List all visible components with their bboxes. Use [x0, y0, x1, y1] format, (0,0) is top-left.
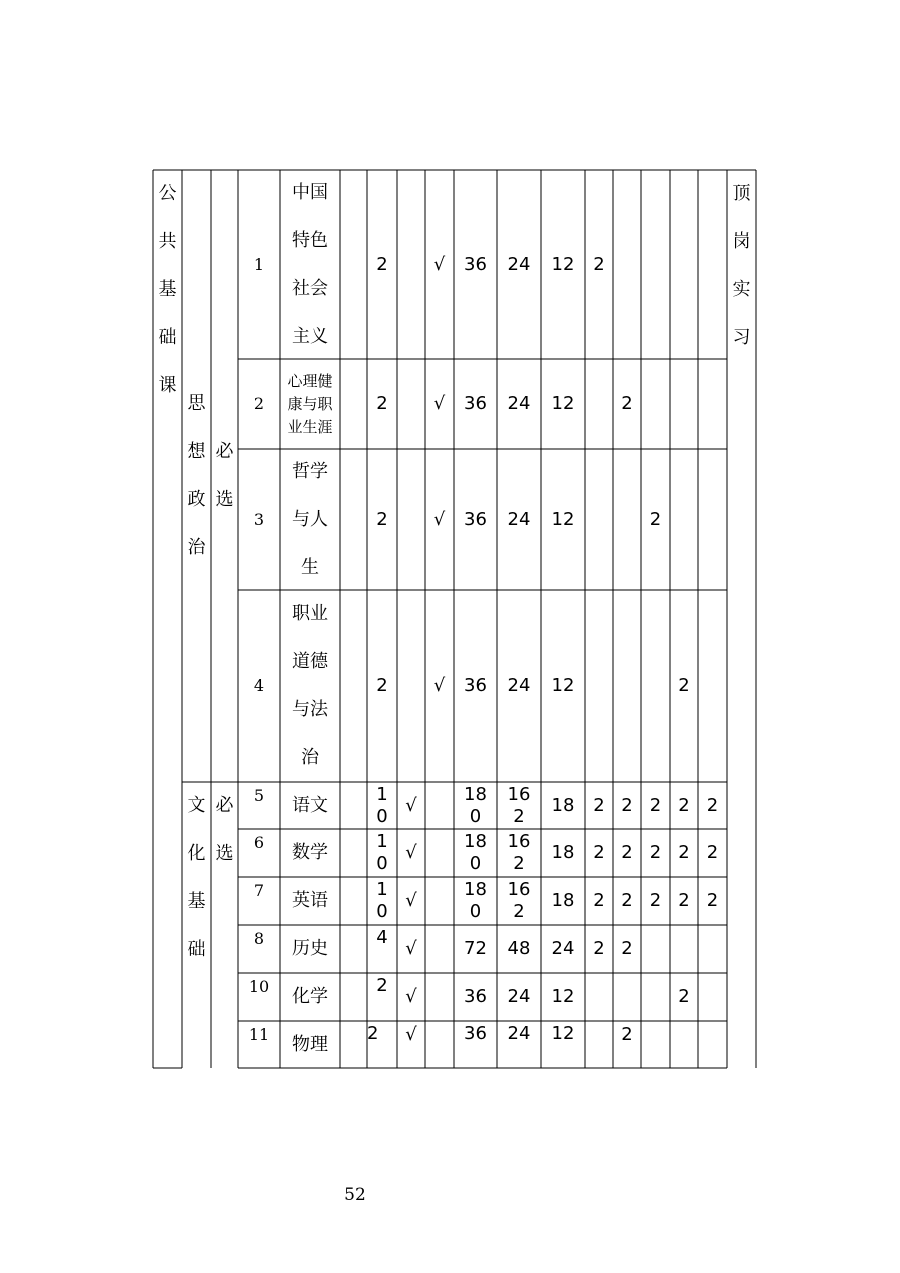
term-hours: [641, 359, 670, 449]
course-name: [280, 782, 340, 829]
theory-value: [497, 1021, 541, 1068]
practice-part: 24: [551, 938, 575, 959]
hours-value: [454, 590, 497, 782]
course-name-part: 物理: [292, 1033, 328, 1055]
term-hours: [670, 359, 698, 449]
category-char: 公: [158, 183, 177, 204]
category-char: 课: [158, 375, 177, 396]
exam-mark: √: [405, 842, 417, 863]
term-hours: [585, 449, 613, 590]
course-name-part: 社会: [292, 277, 328, 299]
practice-part: 18: [551, 890, 575, 911]
credits-part: 2: [376, 253, 388, 275]
check-mark: √: [433, 253, 446, 275]
course-name-part: 化学: [292, 986, 328, 1007]
term-hours: [641, 170, 670, 359]
term-hours: [613, 449, 641, 590]
course-name: [280, 359, 340, 449]
theory-part: 24: [507, 508, 531, 530]
course-name: [280, 170, 340, 359]
term-hours: 2: [593, 794, 605, 816]
practice-part: 12: [551, 986, 575, 1007]
credits-part: 2: [376, 508, 388, 530]
term-hours: [585, 359, 613, 449]
hours-part: 36: [464, 1023, 487, 1044]
course-name-part: 生: [301, 556, 319, 578]
course-name-part: 业生涯: [287, 417, 333, 436]
exam-mark: √: [405, 890, 417, 911]
row-number: 5: [253, 786, 265, 805]
theory-part: 16: [507, 783, 531, 805]
hours-value: [454, 359, 497, 449]
section-type-char: 必: [215, 441, 234, 462]
hours-value: [454, 782, 497, 829]
check-mark: √: [433, 675, 446, 696]
term-hours: 2: [621, 842, 633, 863]
section-name-char: 治: [187, 537, 206, 558]
course-name-part: 心理健: [287, 371, 333, 390]
theory-value: [497, 973, 541, 1021]
course-name: [280, 973, 340, 1021]
credits-part: 2: [376, 675, 388, 696]
term-hours: [641, 590, 670, 782]
check-mark: [425, 973, 454, 1021]
practice-part: 12: [551, 253, 575, 275]
category-char: 础: [158, 327, 177, 348]
theory-part: 24: [507, 253, 531, 275]
practice-part: 12: [551, 508, 575, 530]
term-hours: 2: [649, 794, 662, 816]
credits-part: 1: [376, 879, 388, 900]
term-hours: [585, 1021, 613, 1068]
practice-part: 18: [551, 794, 575, 816]
term-hours: [585, 590, 613, 782]
hours-part: 36: [464, 393, 487, 414]
credits: [367, 170, 397, 359]
course-name: [280, 925, 340, 973]
term-hours: 2: [649, 842, 662, 863]
term-hours: 2: [593, 253, 605, 275]
course-name-part: 职业: [292, 603, 328, 624]
theory-part: 24: [507, 986, 531, 1007]
section-type-char: 必: [215, 795, 234, 816]
hours-part: 36: [464, 508, 487, 530]
theory-value: [497, 590, 541, 782]
term-hours: 2: [706, 842, 719, 863]
internship-char: 顶: [732, 183, 751, 204]
category-char: 共: [158, 231, 177, 252]
exam-mark: [397, 449, 425, 590]
row-number: 3: [253, 509, 265, 529]
term-hours: [698, 359, 727, 449]
theory-part: 24: [507, 1023, 531, 1044]
term-hours: [641, 1021, 670, 1068]
term-hours: [670, 1021, 698, 1068]
term-hours: [613, 590, 641, 782]
section-culture-type: [211, 782, 238, 878]
theory-value: [497, 782, 541, 829]
section-type-char: 选: [215, 489, 234, 510]
theory-part: 24: [507, 675, 531, 696]
practice-part: 12: [551, 675, 575, 696]
practice-value: [541, 877, 585, 925]
hours-part: 18: [464, 831, 487, 852]
practice-value: [541, 829, 585, 877]
row-number: 8: [253, 929, 265, 948]
term-hours: 2: [706, 794, 719, 816]
term-hours: 2: [678, 890, 690, 911]
course-name-part: 哲学: [292, 460, 328, 482]
term-hours: 2: [621, 1024, 633, 1045]
term-hours: 2: [621, 393, 633, 414]
row-number: 2: [253, 394, 265, 413]
term-hours: [613, 170, 641, 359]
course-name: [280, 877, 340, 925]
term-hours: 2: [593, 890, 605, 911]
page-number: 52: [344, 1185, 366, 1205]
term-hours: [585, 973, 613, 1021]
course-name-part: 与人: [292, 508, 328, 530]
term-hours: 2: [593, 842, 605, 863]
term-hours: 2: [706, 890, 719, 911]
term-hours: [613, 973, 641, 1021]
term-hours: [698, 170, 727, 359]
exam-mark: √: [405, 1024, 417, 1045]
term-hours: 2: [621, 794, 633, 816]
theory-part: 16: [507, 831, 531, 852]
section-name-char: 础: [187, 939, 206, 960]
theory-value: [497, 829, 541, 877]
credits: [367, 973, 397, 1021]
check-mark: [425, 829, 454, 877]
category-char: 基: [158, 279, 177, 300]
section-culture-name: [182, 782, 211, 972]
credits-part: 2: [367, 1023, 379, 1044]
theory-value: [497, 877, 541, 925]
theory-value: [497, 449, 541, 590]
hours-value: [454, 170, 497, 359]
hours-part: 72: [464, 938, 487, 959]
course-name-part: 数学: [292, 842, 328, 863]
hours-value: [454, 925, 497, 973]
hours-value: [454, 449, 497, 590]
term-hours: [641, 973, 670, 1021]
practice-value: [541, 590, 585, 782]
hours-part: 0: [469, 853, 482, 874]
hours-part: 36: [464, 986, 487, 1007]
term-hours: 2: [678, 675, 690, 696]
credits-part: 0: [376, 901, 388, 922]
course-name-part: 主义: [292, 325, 328, 347]
term-hours: 2: [593, 938, 605, 959]
credits: [367, 449, 397, 590]
check-mark: [425, 1021, 454, 1068]
row-number: 6: [253, 833, 265, 852]
credits-part: 2: [376, 975, 388, 996]
section-politics-type: [211, 428, 238, 524]
term-hours: [698, 925, 727, 973]
theory-part: 2: [513, 901, 525, 922]
hours-part: 36: [464, 675, 487, 696]
course-name-part: 道德: [292, 651, 328, 672]
course-name: [280, 1021, 340, 1068]
exam-mark: [397, 359, 425, 449]
hours-part: 18: [464, 783, 487, 805]
exam-mark: √: [405, 938, 417, 959]
practice-part: 12: [551, 1023, 575, 1044]
term-hours: 2: [621, 890, 633, 911]
check-mark: [425, 925, 454, 973]
credits: [367, 1021, 397, 1068]
row-number: 11: [248, 1025, 270, 1044]
practice-value: [541, 925, 585, 973]
practice-part: 18: [551, 842, 575, 863]
section-type-char: 选: [215, 843, 234, 864]
section-name-char: 基: [187, 891, 206, 912]
theory-part: 16: [507, 879, 531, 900]
term-hours: [670, 925, 698, 973]
theory-value: [497, 170, 541, 359]
hours-value: [454, 973, 497, 1021]
practice-value: [541, 1021, 585, 1068]
section-name-char: 想: [187, 441, 206, 462]
hours-part: 36: [464, 253, 487, 275]
term-hours: [670, 449, 698, 590]
credits-part: 2: [376, 393, 388, 414]
credits: [367, 359, 397, 449]
exam-mark: [397, 170, 425, 359]
theory-value: [497, 359, 541, 449]
internship-char: 实: [732, 279, 751, 300]
hours-value: [454, 877, 497, 925]
term-hours: [641, 925, 670, 973]
course-name: [280, 449, 340, 590]
term-hours: 2: [678, 842, 690, 863]
category-cell: [153, 170, 182, 410]
hours-value: [454, 829, 497, 877]
internship-cell: [727, 170, 756, 362]
row-number: 1: [253, 254, 265, 274]
term-hours: [670, 170, 698, 359]
practice-value: [541, 170, 585, 359]
row-number: 7: [253, 881, 265, 900]
check-mark: [425, 877, 454, 925]
internship-char: 岗: [732, 231, 751, 252]
credits: [367, 877, 397, 925]
hours-part: 18: [464, 879, 487, 900]
course-name-part: 语文: [292, 794, 328, 816]
hours-part: 0: [469, 901, 482, 922]
course-name-part: 康与职: [287, 394, 333, 413]
row-number: 10: [248, 977, 270, 996]
course-name-part: 历史: [292, 938, 328, 959]
course-name-part: 治: [301, 747, 319, 768]
theory-part: 2: [513, 853, 525, 874]
section-name-char: 化: [187, 843, 206, 864]
course-name-part: 英语: [292, 890, 328, 911]
practice-part: 12: [551, 393, 575, 414]
term-hours: 2: [678, 986, 690, 1007]
term-hours: 2: [621, 938, 633, 959]
section-politics-name: [182, 380, 211, 570]
credits-part: 1: [376, 783, 388, 805]
course-name-part: 特色: [292, 229, 328, 251]
term-hours: [698, 449, 727, 590]
check-mark: [425, 782, 454, 829]
practice-value: [541, 359, 585, 449]
practice-value: [541, 449, 585, 590]
theory-part: 48: [507, 938, 531, 959]
credits-part: 0: [376, 853, 388, 874]
term-hours: 2: [649, 890, 662, 911]
check-mark: √: [433, 508, 446, 530]
exam-mark: √: [405, 794, 417, 816]
term-hours: 2: [649, 508, 662, 530]
course-name-part: 与法: [292, 699, 328, 720]
credits: [367, 829, 397, 877]
section-name-char: 政: [187, 489, 206, 510]
row-number: 4: [253, 676, 265, 695]
course-name: [280, 590, 340, 782]
term-hours: [698, 1021, 727, 1068]
practice-value: [541, 782, 585, 829]
section-name-char: 文: [187, 795, 206, 816]
hours-part: 0: [469, 805, 482, 827]
credits: [367, 782, 397, 829]
term-hours: [698, 973, 727, 1021]
section-name-char: 思: [187, 393, 206, 414]
practice-value: [541, 973, 585, 1021]
term-hours: 2: [678, 794, 690, 816]
theory-value: [497, 925, 541, 973]
credits: [367, 590, 397, 782]
term-hours: [698, 590, 727, 782]
credits-part: 1: [376, 831, 388, 852]
theory-part: 2: [513, 805, 525, 827]
check-mark: √: [433, 393, 446, 414]
theory-part: 24: [507, 393, 531, 414]
course-name-part: 中国: [292, 181, 328, 203]
hours-value: [454, 1021, 497, 1068]
exam-mark: √: [405, 986, 417, 1007]
credits-part: 4: [376, 927, 388, 948]
credits-part: 0: [376, 805, 388, 827]
exam-mark: [397, 590, 425, 782]
internship-char: 习: [732, 327, 751, 348]
course-name: [280, 829, 340, 877]
credits: [367, 925, 397, 973]
